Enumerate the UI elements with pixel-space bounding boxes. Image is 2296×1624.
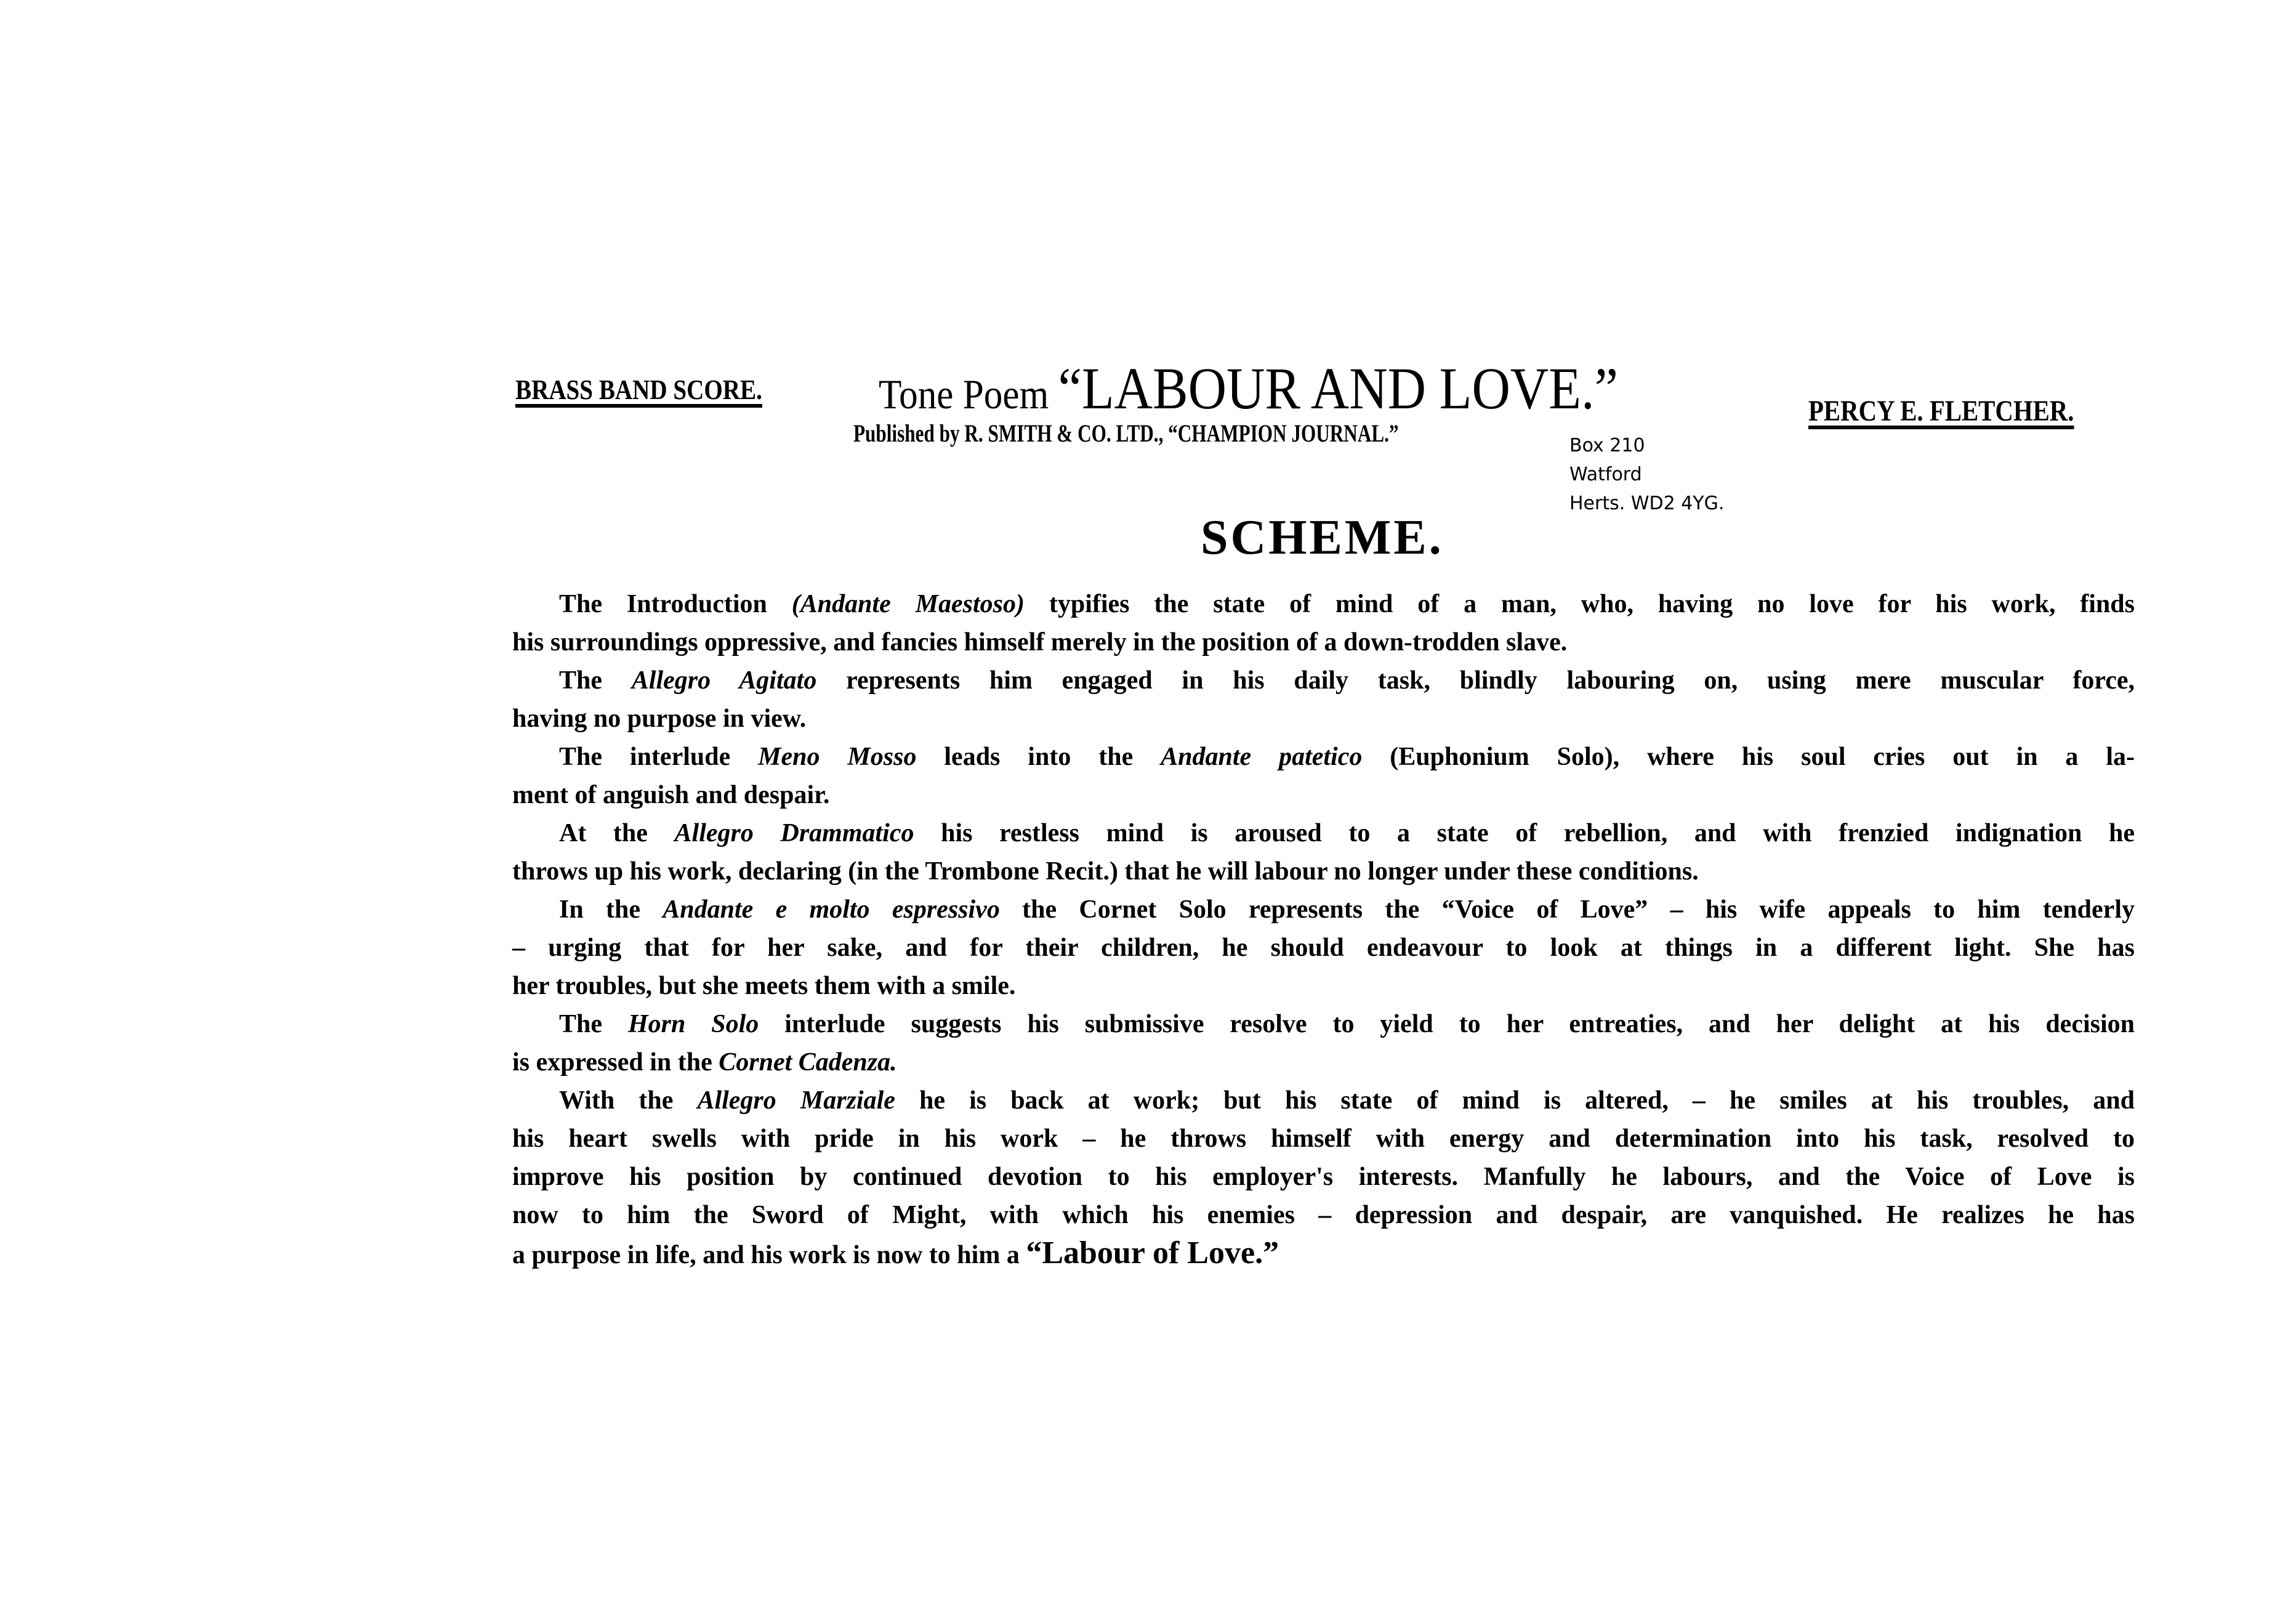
line-content [559, 661, 2135, 700]
text-segment: The interlude [559, 743, 759, 771]
italic-tempo-text: (Andante Maestoso) [791, 590, 1025, 618]
scheme-body [512, 585, 2135, 1272]
text-segment: is expressed in the [512, 1048, 719, 1077]
text-line [512, 1005, 2135, 1043]
text-segment: ment of anguish and despair. [512, 781, 830, 809]
text-segment: leads into the [916, 743, 1161, 771]
text-segment: represents him engaged in his daily task, blindly labouring on, using mere muscular force, [816, 666, 2135, 695]
paragraph [512, 661, 2135, 738]
text-line [512, 1081, 2135, 1120]
text-segment: having no purpose in view. [512, 705, 807, 733]
text-line [512, 776, 2135, 814]
line-content [559, 814, 2135, 852]
text-segment: his surroundings oppressive, and fancies himself merely in the position of a down-trodden slave. [512, 628, 1568, 656]
page-title [879, 354, 1618, 422]
title-main: “LABOUR AND LOVE.” [1058, 355, 1618, 421]
line-content [512, 967, 2135, 1005]
italic-tempo-text: Allegro Drammatico [674, 819, 914, 847]
text-segment: a purpose in life, and his work is now to him a [512, 1241, 1026, 1269]
text-segment: (Euphonium Solo), where his soul cries out in a la- [1362, 743, 2135, 771]
text-line [512, 585, 2135, 623]
text-segment: typifies the state of mind of a man, who, having no love for his work, finds [1024, 590, 2135, 618]
text-segment: The [559, 1010, 628, 1038]
line-content [559, 1005, 2135, 1043]
text-line [512, 967, 2135, 1005]
address-line: Watford [1569, 464, 1642, 485]
text-line [512, 1196, 2135, 1234]
title-prefix: Tone Poem [879, 371, 1049, 418]
paragraph [512, 814, 2135, 891]
text-segment: The [559, 666, 632, 695]
italic-tempo-text: Andante e molto espressivo [663, 895, 1000, 924]
line-content [559, 585, 2135, 623]
text-line [512, 623, 2135, 661]
text-segment: “Labour of Love.” [1026, 1235, 1279, 1271]
text-line [512, 700, 2135, 738]
paragraph [512, 891, 2135, 1005]
paragraph [512, 738, 2135, 814]
composer-name: PERCY E. FLETCHER. [1808, 395, 2074, 427]
text-segment: – urging that for her sake, and for their children, he should endeavour to look at things in a different light. She has [512, 934, 2135, 962]
text-line [512, 738, 2135, 776]
line-content [512, 852, 2135, 891]
text-segment: throws up his work, declaring (in the Trombone Recit.) that he will labour no longer under these conditions. [512, 857, 1699, 886]
text-segment: In the [559, 895, 663, 924]
section-heading: SCHEME. [1201, 511, 1444, 565]
line-content [512, 623, 2135, 661]
line-content [512, 1196, 2135, 1234]
line-content [559, 891, 2135, 929]
line-content [512, 776, 2135, 814]
line-content [512, 1043, 2135, 1081]
text-line [512, 1120, 2135, 1158]
text-line [512, 891, 2135, 929]
text-segment: her troubles, but she meets them with a smile. [512, 972, 1016, 1000]
text-segment: With the [559, 1086, 698, 1115]
italic-tempo-text: Horn Solo [627, 1010, 759, 1038]
text-segment: now to him the Sword of Might, with which his enemies – depression and despair, are vanquished. He realizes he has [512, 1201, 2135, 1229]
italic-tempo-text: Allegro Agitato [631, 666, 817, 695]
italic-tempo-text: Cornet Cadenza. [719, 1048, 897, 1077]
text-line [512, 661, 2135, 700]
text-line [512, 814, 2135, 852]
text-line [512, 1234, 2135, 1272]
address-line: Box 210 [1569, 435, 1645, 456]
text-segment: his heart swells with pride in his work – he throws himself with energy and determination into his task, resolved to [512, 1125, 2135, 1153]
line-content [559, 1081, 2135, 1120]
italic-tempo-text: Meno Mosso [758, 743, 917, 771]
text-segment: the Cornet Solo represents the “Voice of Love” – his wife appeals to him tenderly [999, 895, 2135, 924]
address-line: Herts. WD2 4YG. [1569, 493, 1725, 514]
line-content [559, 738, 2135, 776]
text-line [512, 852, 2135, 891]
paragraph [512, 1081, 2135, 1272]
text-segment: interlude suggests his submissive resolve to yield to her entreaties, and her delight at his decision [759, 1010, 2135, 1038]
line-content [512, 1158, 2135, 1196]
paragraph [512, 1005, 2135, 1081]
text-line [512, 929, 2135, 967]
text-segment: At the [559, 819, 675, 847]
line-content [512, 1234, 2135, 1274]
italic-tempo-text: Andante patetico [1161, 743, 1363, 771]
text-segment: The Introduction [559, 590, 792, 618]
publisher-line: Published by R. SMITH & CO. LTD., “CHAMPION JOURNAL.” [853, 419, 1399, 447]
score-type-label: BRASS BAND SCORE. [515, 374, 762, 405]
text-segment: he is back at work; but his state of mind is altered, – he smiles at his troubles, and [895, 1086, 2135, 1115]
line-content [512, 700, 2135, 738]
text-segment: improve his position by continued devotion to his employer's interests. Manfully he labours, and the Voice of Love is [512, 1163, 2135, 1191]
text-line [512, 1043, 2135, 1081]
paragraph [512, 585, 2135, 661]
italic-tempo-text: Allegro Marziale [697, 1086, 895, 1115]
line-content [512, 1120, 2135, 1158]
line-content [512, 929, 2135, 967]
text-line [512, 1158, 2135, 1196]
text-segment: his restless mind is aroused to a state of rebellion, and with frenzied indignation he [914, 819, 2135, 847]
